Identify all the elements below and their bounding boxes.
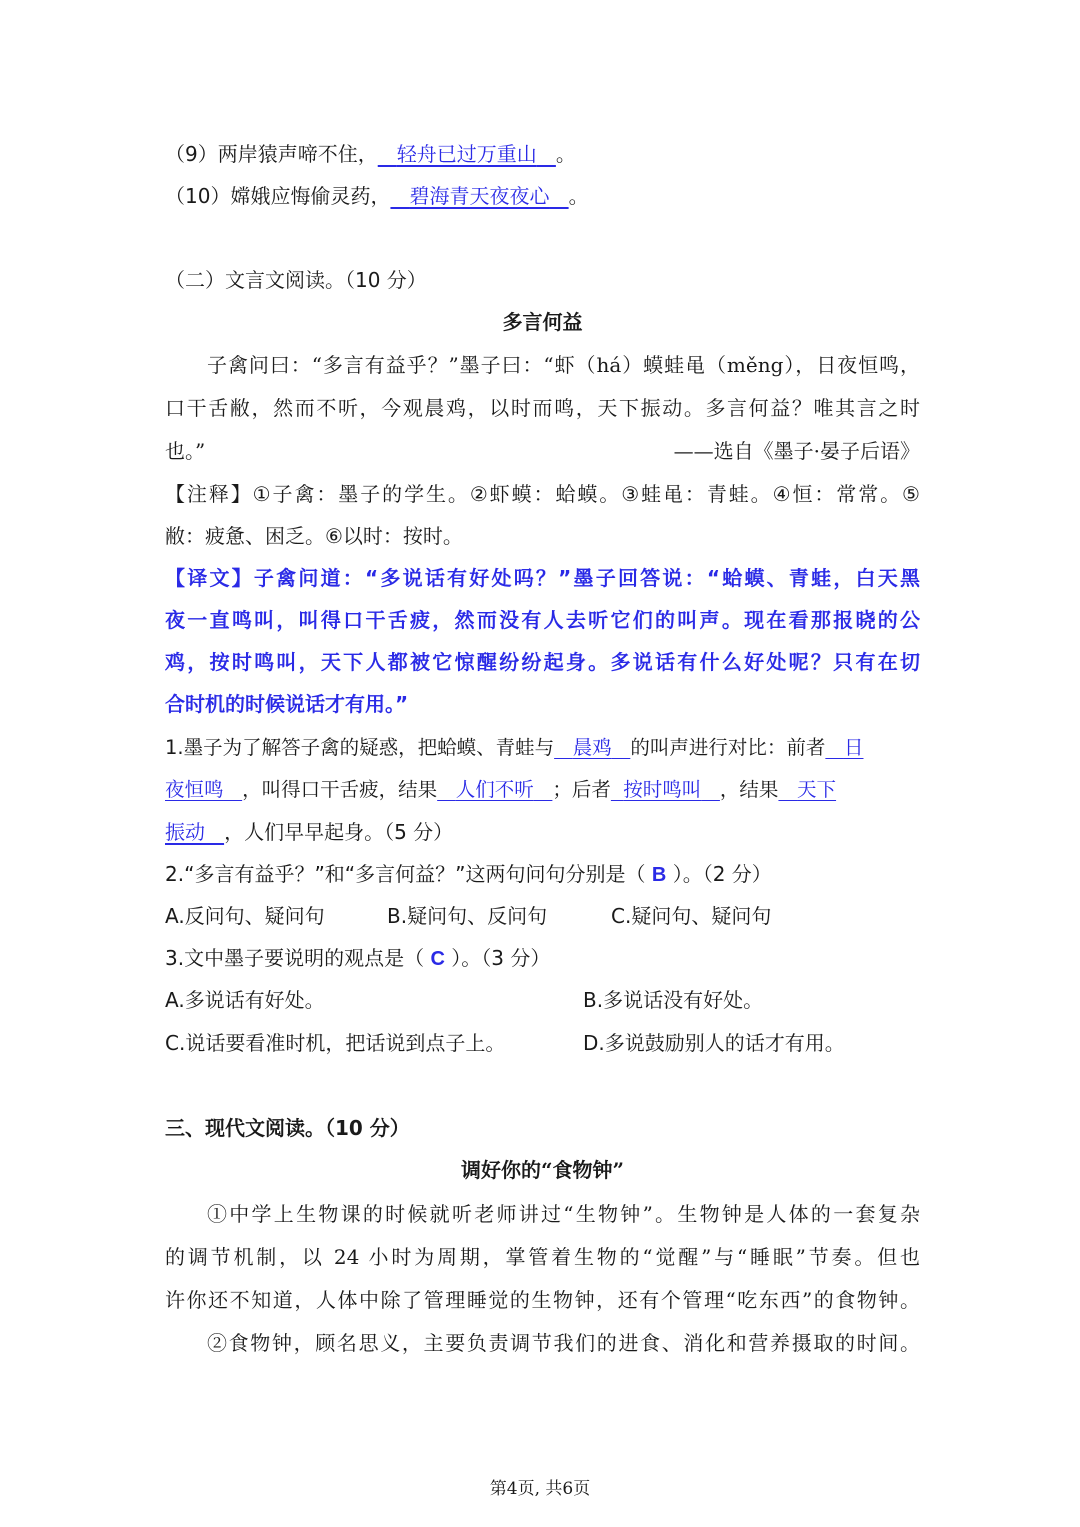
q10-answer <box>390 184 568 208</box>
q9-suffix: 。 <box>555 142 576 166</box>
q1-answer-2-start-text: 日 <box>843 736 864 759</box>
q3-options-row-2 <box>165 1029 920 1057</box>
q1-stem-f: ，人们早早起身。（5 分） <box>224 820 454 844</box>
q3-option-c: C.说话要看准时机，把话说到点子上。 <box>165 1031 506 1055</box>
q3-stem <box>165 944 920 973</box>
q1-line-2 <box>165 776 920 804</box>
q2-option-c: C.疑问句、疑问句 <box>611 904 772 928</box>
q2-stem <box>165 860 920 889</box>
modern-text-line-3: 许你还不知道，人体中除了管理睡觉的生物钟，还有个管理“吃东西”的食物钟。 <box>165 1288 920 1312</box>
q1-answer-3-text: 人们不听 <box>455 778 534 801</box>
notes-line-1: 【注释】①子禽：墨子的学生。②虾蟆：蛤蟆。③蛙黾：青蛙。④恒：常常。⑤ <box>165 482 920 506</box>
section3-heading: 三、现代文阅读。（10 分） <box>165 1116 410 1140</box>
q1-answer-5-start-text: 天下 <box>797 778 837 801</box>
q1-stem-a: 1.墨子为了解答子禽的疑惑，把蛤蟆、青蛙与 <box>165 736 555 759</box>
classical-text-line-3: 也。” <box>165 439 206 463</box>
q3-stem-b: ）。（3 分） <box>451 946 551 970</box>
modern-text-line-1: ①中学上生物课的时候就听老师讲过“生物钟”。生物钟是人体的一套复杂 <box>207 1202 920 1226</box>
q1-stem-b: 的叫声进行对比：前者 <box>630 736 826 759</box>
q1-stem-c: ，叫得口干舌疲，结果 <box>242 778 438 801</box>
q1-line-1 <box>165 734 920 762</box>
q1-answer-4 <box>611 778 720 801</box>
q9-answer-text: 轻舟已过万重山 <box>396 142 537 166</box>
q2-answer: B <box>651 864 667 886</box>
classical-text-line-2: 口干舌敝，然而不听，今观晨鸡，以时而鸣，天下振动。多言何益？唯其言之时 <box>165 396 920 420</box>
q2-stem-b: ）。（2 分） <box>672 862 772 886</box>
section2-heading: （二）文言文阅读。（10 分） <box>165 268 427 292</box>
q2-option-b: B.疑问句、反问句 <box>387 904 548 928</box>
q1-stem-d: ；后者 <box>552 778 611 801</box>
q3-stem-a: 3.文中墨子要说明的观点是（ <box>165 946 425 970</box>
q9-prefix: （9）两岸猿声啼不住， <box>165 142 378 166</box>
q10-suffix: 。 <box>568 184 589 208</box>
q1-answer-1 <box>554 736 630 759</box>
q1-answer-1-text: 晨鸡 <box>572 736 612 759</box>
q1-answer-2-end <box>165 778 242 801</box>
q1-answer-3 <box>437 778 552 801</box>
section2-title: 多言何益 <box>502 310 583 334</box>
q9-answer <box>378 142 556 166</box>
page-footer: 第4页, 共6页 <box>489 1479 591 1499</box>
q1-answer-2-start <box>825 736 863 759</box>
q1-answer-5-end-text: 振动 <box>165 820 205 844</box>
translation-line-4: 合时机的时候说话才有用。” <box>165 692 409 716</box>
q1-answer-5-start <box>778 778 836 801</box>
q1-answer-5-end <box>165 820 224 844</box>
q3-answer: C <box>430 948 445 970</box>
classical-source: ——选自《墨子·晏子后语》 <box>673 439 920 463</box>
q10-prefix: （10）嫦娥应悔偷灵药， <box>165 184 391 208</box>
q3-options-row-1 <box>165 986 920 1014</box>
q1-line-3 <box>165 818 920 846</box>
q3-option-b: B.多说话没有好处。 <box>583 988 764 1012</box>
section3-title: 调好你的“食物钟” <box>460 1158 624 1182</box>
q1-stem-e: ，结果 <box>719 778 779 801</box>
q2-options <box>165 902 920 930</box>
q1-answer-2-end-text: 夜恒鸣 <box>165 778 224 801</box>
q1-answer-4-text: 按时鸣叫 <box>623 778 702 801</box>
modern-text-line-4: ②食物钟，顾名思义，主要负责调节我们的进食、消化和营养摄取的时间。 <box>207 1331 920 1355</box>
q3-option-d: D.多说鼓励别人的话才有用。 <box>583 1031 845 1055</box>
poem-q10 <box>165 182 920 210</box>
classical-text-line-1: 子禽问曰：“多言有益乎？”墨子曰：“虾（há）蟆蛙黾（měng），日夜恒鸣， <box>207 353 920 377</box>
modern-text-line-2: 的调节机制，以 24 小时为周期，掌管着生物的“觉醒”与“睡眠”节奏。但也 <box>165 1245 920 1269</box>
translation-line-3: 鸡，按时鸣叫，天下人都被它惊醒纷纷起身。多说话有什么好处呢？只有在切 <box>165 650 920 674</box>
translation-line-1: 【译文】子禽问道：“多说话有好处吗？”墨子回答说：“蛤蟆、青蛙，白天黑 <box>165 566 920 590</box>
q10-answer-text: 碧海青天夜夜心 <box>409 184 550 208</box>
poem-q9 <box>165 140 920 168</box>
q2-stem-a: 2.“多言有益乎？”和“多言何益？”这两句问句分别是（ <box>165 862 646 886</box>
translation-line-2: 夜一直鸣叫，叫得口干舌疲，然而没有人去听它们的叫声。现在看那报晓的公 <box>165 608 920 632</box>
q3-option-a: A.多说话有好处。 <box>165 988 325 1012</box>
q2-option-a: A.反问句、疑问句 <box>165 904 325 928</box>
notes-line-2: 敝：疲惫、困乏。⑥以时：按时。 <box>165 524 463 548</box>
